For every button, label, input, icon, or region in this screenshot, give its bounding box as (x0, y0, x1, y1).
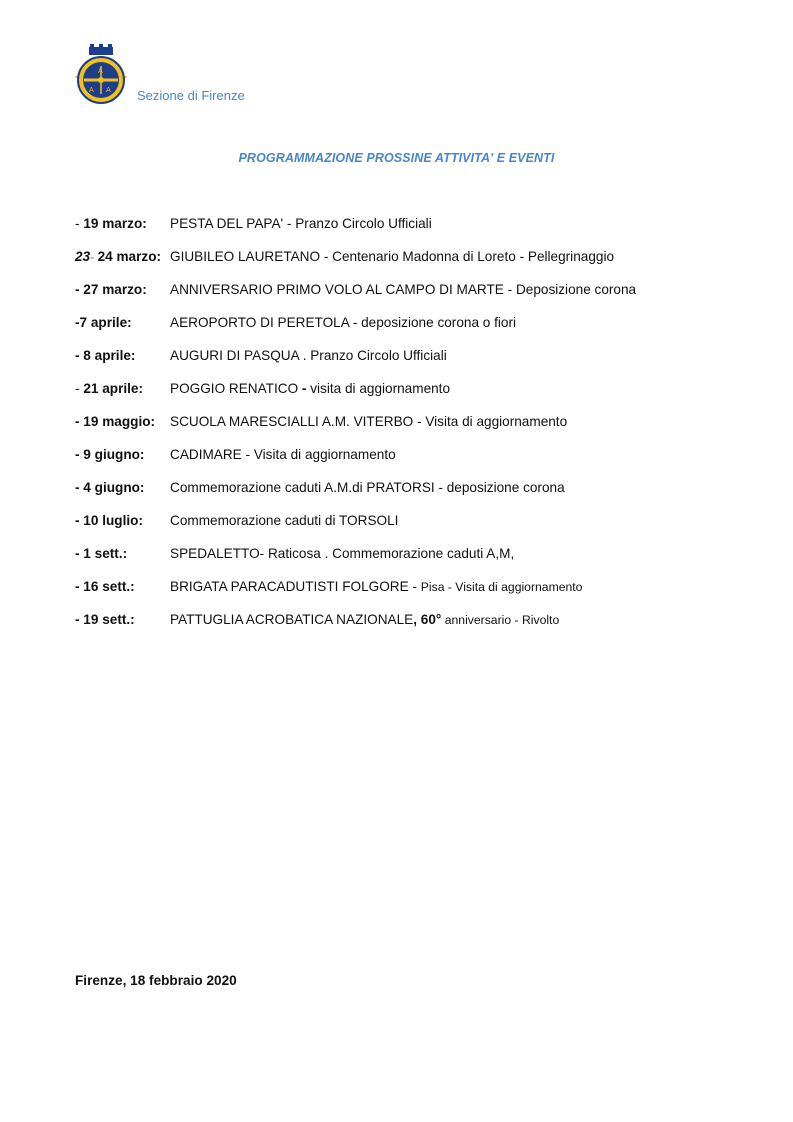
event-description: Commemorazione caduti di TORSOLI (170, 513, 399, 528)
event-row (75, 447, 765, 480)
document-title: PROGRAMMAZIONE PROSSINE ATTIVITA' E EVENTI (238, 151, 555, 165)
event-date: - 27 marzo: (75, 282, 147, 297)
crown-tower (108, 44, 112, 49)
event-row (75, 315, 765, 348)
event-date: -7 aprile: (75, 315, 132, 330)
event-description: SCUOLA MARESCIALLI A.M. VITERBO - Visita di aggiornamento (170, 414, 568, 429)
svg-text:A: A (106, 86, 111, 94)
event-row (75, 513, 765, 546)
event-row (75, 348, 765, 381)
event-date: - 16 sett.: (75, 579, 135, 594)
svg-text:A: A (89, 86, 94, 94)
crown-tower (99, 44, 103, 49)
event-row (75, 612, 765, 645)
event-description: BRIGATA PARACADUTISTI FOLGORE - Pisa - Visita di aggiornamento (170, 579, 583, 594)
event-date: 23- 24 marzo: (75, 249, 162, 264)
event-date: - 9 giugno: (75, 447, 145, 462)
event-date: - 19 marzo: (75, 216, 147, 231)
event-date: - 4 giugno: (75, 480, 145, 495)
event-row (75, 579, 765, 612)
event-row (75, 414, 765, 447)
event-description: SPEDALETTO- Raticosa . Commemorazione caduti A,M, (170, 546, 515, 561)
event-description: PESTA DEL PAPA' - Pranzo Circolo Ufficiali (170, 216, 432, 231)
event-date: - 21 aprile: (75, 381, 144, 396)
crown-tower (90, 44, 94, 49)
event-date: - 19 maggio: (75, 414, 156, 429)
event-description: POGGIO RENATICO - visita di aggiornamento (170, 381, 451, 396)
association-emblem-logo (72, 44, 130, 106)
event-date: - 1 sett.: (75, 546, 128, 561)
event-description: PATTUGLIA ACROBATICA NAZIONALE, 60° anniversario - Rivolto (170, 612, 560, 627)
event-row (75, 546, 765, 579)
event-description: GIUBILEO LAURETANO - Centenario Madonna di Loreto - Pellegrinaggio (170, 249, 615, 264)
event-date: - 19 sett.: (75, 612, 135, 627)
event-list (75, 216, 765, 645)
place-and-date: Firenze, 18 febbraio 2020 (75, 973, 237, 988)
section-name: Sezione di Firenze (137, 88, 245, 103)
event-row (75, 381, 765, 414)
event-description: AUGURI DI PASQUA . Pranzo Circolo Ufficiali (170, 348, 447, 363)
event-row (75, 480, 765, 513)
event-description: AEROPORTO DI PERETOLA - deposizione corona o fiori (170, 315, 517, 330)
event-row (75, 216, 765, 249)
event-description: Commemorazione caduti A.M.di PRATORSI - deposizione corona (170, 480, 565, 495)
svg-text:A: A (98, 67, 103, 75)
event-date: - 8 aprile: (75, 348, 136, 363)
event-row (75, 249, 765, 282)
event-date: - 10 luglio: (75, 513, 143, 528)
event-row (75, 282, 765, 315)
event-description: CADIMARE - Visita di aggiornamento (170, 447, 396, 462)
event-description: ANNIVERSARIO PRIMO VOLO AL CAMPO DI MARTE - Deposizione corona (170, 282, 637, 297)
